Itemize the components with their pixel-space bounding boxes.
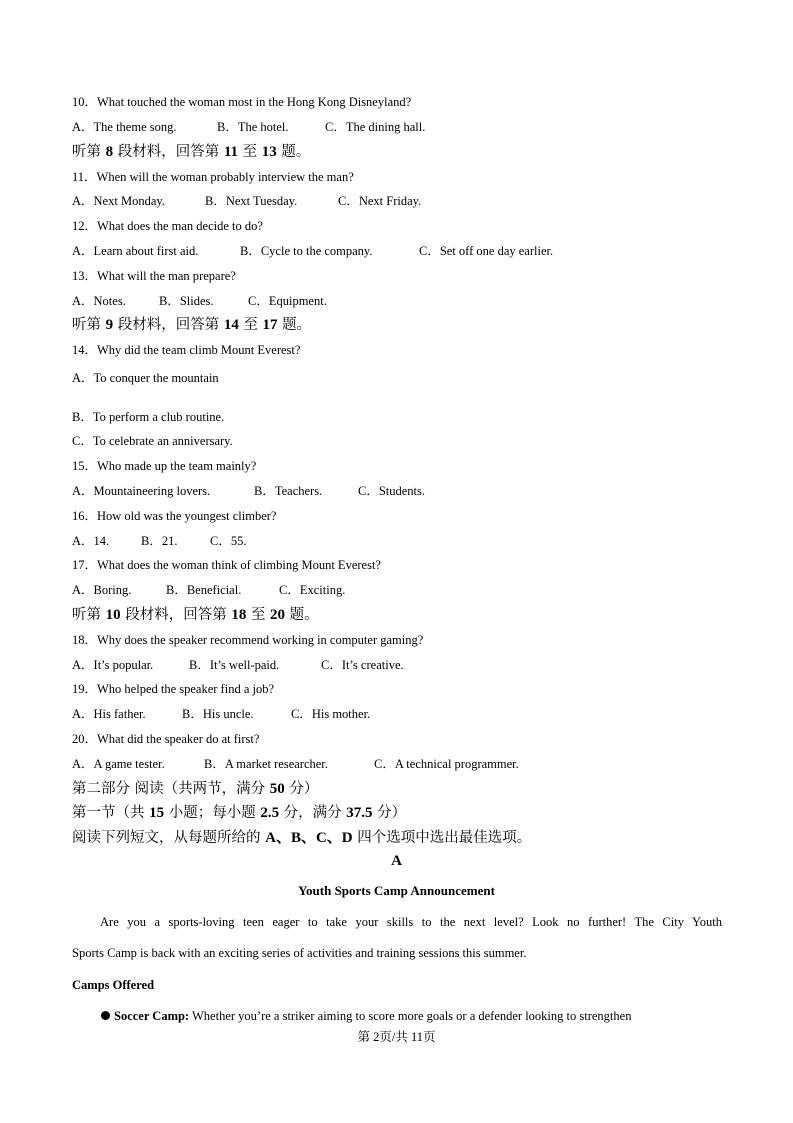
- option-b: B．Slides.: [159, 294, 214, 308]
- question-14-option-c: C．To celebrate an anniversary.: [72, 434, 233, 448]
- question-17-stem: 17．What does the woman think of climbing Mount Everest?: [72, 558, 381, 572]
- question-12-stem: 12．What does the man decide to do?: [72, 219, 263, 233]
- section-1-heading: 第一节（共 15 小题；每小题 2.5 分，满分 37.5 分）: [72, 805, 407, 821]
- question-19-options: [72, 706, 370, 722]
- question-19-stem: 19．Who helped the speaker find a job?: [72, 682, 275, 696]
- option-c: C．55.: [210, 534, 247, 548]
- option-a: A．Boring.: [72, 583, 132, 597]
- question-14-option-a: A．To conquer the mountain: [72, 371, 219, 385]
- option-b: B．Cycle to the company.: [240, 244, 373, 258]
- question-15-options: [72, 483, 425, 499]
- option-a: A．A game tester.: [72, 757, 165, 771]
- section-8-heading: 听第 8 段材料，回答第 11 至 13 题。: [72, 144, 311, 160]
- question-16-options: [72, 533, 246, 549]
- option-c: C．The dining hall.: [325, 120, 426, 134]
- soccer-camp-label: Soccer Camp:: [114, 1009, 190, 1023]
- option-c: C．Set off one day earlier.: [419, 244, 554, 258]
- passage-letter: A: [391, 853, 402, 869]
- question-17-options: [72, 582, 345, 598]
- passage-paragraph-line-2: Sports Camp is back with an exciting series of activities and training sessions this summer.: [72, 946, 527, 960]
- section-10-heading: 听第 10 段材料，回答第 18 至 20 题。: [72, 607, 319, 623]
- option-c: C．A technical programmer.: [374, 757, 519, 771]
- option-a: A．Notes.: [72, 294, 126, 308]
- question-18-stem: 18．Why does the speaker recommend working in computer gaming?: [72, 633, 424, 647]
- option-c: C．His mother.: [291, 707, 371, 721]
- option-b: B．Next Tuesday.: [205, 194, 298, 208]
- camps-offered-heading: Camps Offered: [72, 978, 155, 992]
- question-13-options: [72, 293, 327, 309]
- option-a: A．Next Monday.: [72, 194, 165, 208]
- option-b: B．His uncle.: [182, 707, 254, 721]
- question-11-stem: 11．When will the woman probably interview the man?: [72, 170, 354, 184]
- option-c: C．Next Friday.: [338, 194, 422, 208]
- question-13-stem: 13．What will the man prepare?: [72, 269, 236, 283]
- option-b: B．21.: [141, 534, 178, 548]
- question-18-options: [72, 657, 404, 673]
- soccer-camp-item: [101, 1008, 723, 1024]
- section-9-heading: 听第 9 段材料，回答第 14 至 17 题。: [72, 317, 312, 333]
- option-a: A．Learn about first aid.: [72, 244, 199, 258]
- option-a: A．The theme song.: [72, 120, 177, 134]
- option-c: C．Students.: [358, 484, 426, 498]
- passage-paragraph-line-1: Are you a sports-loving teen eager to take your skills to the next level? Look no further! The City Youth: [100, 915, 722, 929]
- question-10-stem: 10．What touched the woman most in the Hong Kong Disneyland?: [72, 95, 412, 109]
- option-b: B．It’s well-paid.: [189, 658, 280, 672]
- page-footer: 第 2页/共 11页: [357, 1030, 436, 1044]
- question-15-stem: 15．Who made up the team mainly?: [72, 459, 257, 473]
- option-b: B．The hotel.: [217, 120, 289, 134]
- option-c: C．Equipment.: [248, 294, 327, 308]
- question-10-options: [72, 119, 425, 135]
- bullet-icon: [101, 1011, 110, 1020]
- question-11-options: [72, 193, 421, 209]
- option-b: B．A market researcher.: [204, 757, 328, 771]
- reading-instructions: 阅读下列短文，从每题所给的 A、B、C、D 四个选项中选出最佳选项。: [72, 830, 532, 846]
- option-a: A．Mountaineering lovers.: [72, 484, 211, 498]
- question-20-stem: 20．What did the speaker do at first?: [72, 732, 260, 746]
- soccer-camp-text: Whether you’re a striker aiming to score more goals or a defender looking to strengthen: [189, 1009, 632, 1023]
- question-20-options: [72, 756, 519, 772]
- question-12-options: [72, 243, 553, 259]
- option-a: A．His father.: [72, 707, 146, 721]
- passage-title: Youth Sports Camp Announcement: [298, 883, 495, 898]
- option-c: C．Exciting.: [279, 583, 346, 597]
- option-b: B．Teachers.: [254, 484, 323, 498]
- part-2-heading: 第二部分 阅读（共两节，满分 50 分）: [72, 781, 319, 797]
- option-a: A．It’s popular.: [72, 658, 154, 672]
- question-16-stem: 16．How old was the youngest climber?: [72, 509, 277, 523]
- question-14-option-b: B．To perform a club routine.: [72, 410, 225, 424]
- option-b: B．Beneficial.: [166, 583, 242, 597]
- option-c: C．It’s creative.: [321, 658, 404, 672]
- question-14-stem: 14．Why did the team climb Mount Everest?: [72, 343, 301, 357]
- option-a: A．14.: [72, 534, 110, 548]
